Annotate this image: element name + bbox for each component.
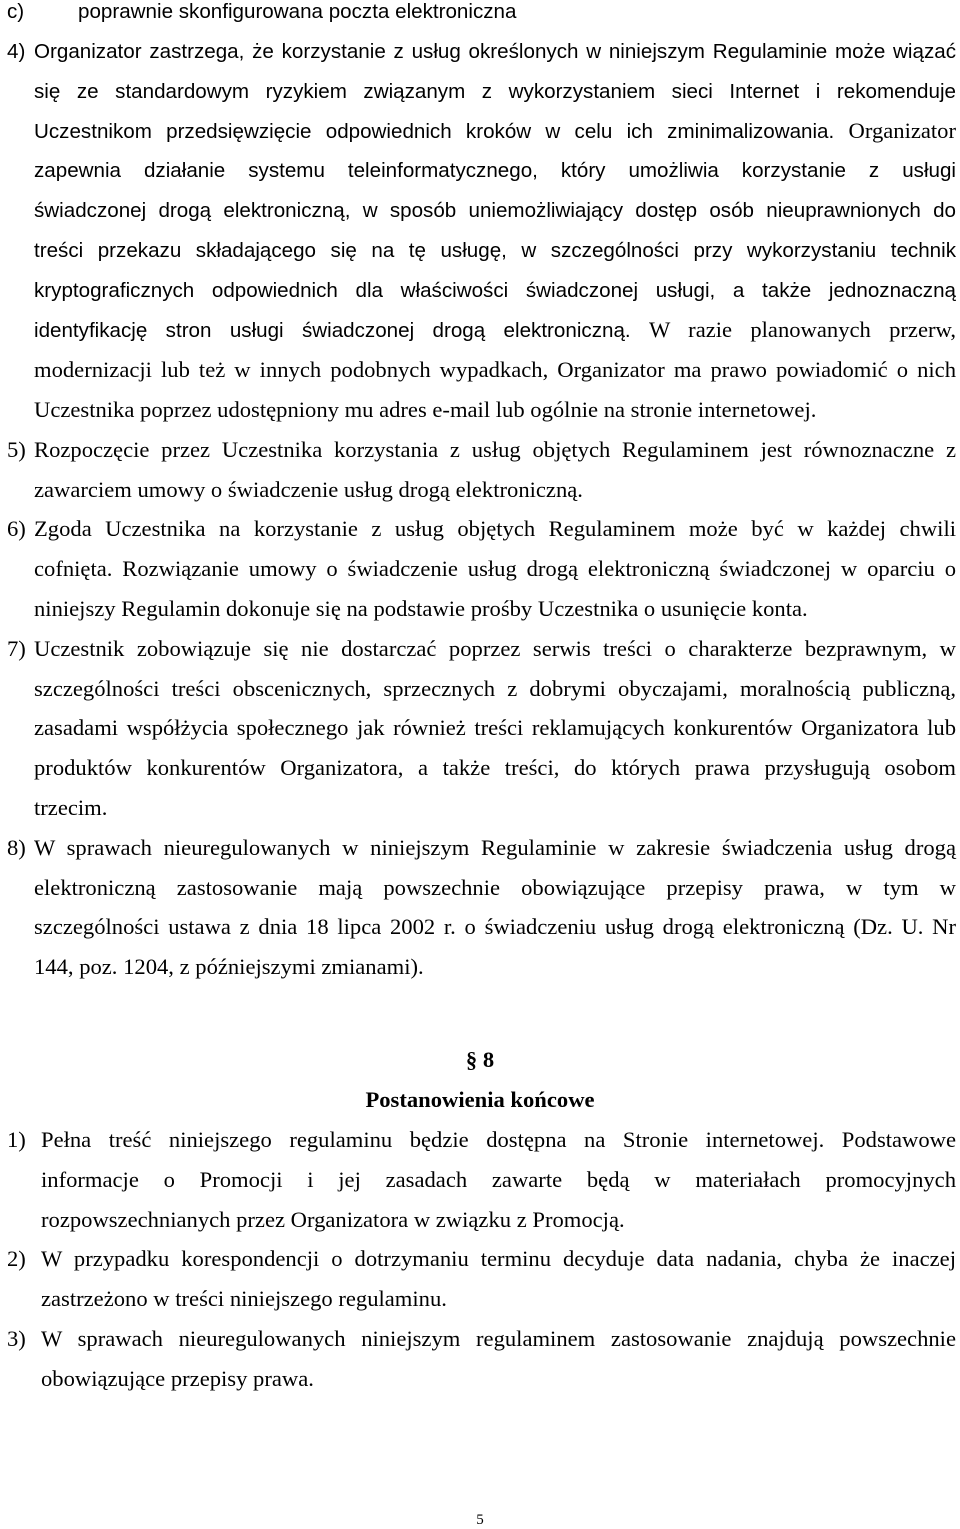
text-line: zastrzeżono w treści niniejszego regulaminu.	[41, 1286, 447, 1312]
list-item-c	[0, 0, 960, 32]
section-heading	[0, 1040, 960, 1120]
text-line: Organizator zastrzega, że korzystanie z usług określonych w niniejszym Regulaminie może wiązać	[34, 39, 956, 63]
text-line: treści przekazu składającego się na tę usługę, w szczególności przy wykorzystaniu technik	[34, 238, 956, 262]
item-text	[41, 1239, 956, 1319]
list-item-7	[0, 629, 960, 828]
list-item-2	[0, 1239, 960, 1319]
text-line: cofnięta. Rozwiązanie umowy o świadczenie usług drogą elektroniczną świadczonej w oparciu o	[34, 556, 956, 582]
text-line: produktów konkurentów Organizatora, a także treści, do których prawa przysługują osobom	[34, 755, 956, 781]
text-line: W sprawach nieuregulowanych w niniejszym Regulaminie w zakresie świadczenia usług drogą	[34, 834, 956, 860]
list-marker: 8)	[7, 834, 26, 860]
item-text	[34, 828, 956, 987]
text-line: kryptograficznych odpowiednich dla właściwości świadczonej usługi, a także jednoznaczną	[34, 278, 956, 302]
item-text	[34, 509, 956, 628]
list-marker: 3)	[7, 1325, 26, 1351]
text-line: trzecim.	[34, 795, 108, 821]
list-item-6	[0, 509, 960, 628]
list-marker: c)	[7, 0, 25, 23]
text-line	[34, 111, 956, 151]
text-line: Pełna treść niniejszego regulaminu będzie dostępna na Stronie internetowej. Podstawowe	[41, 1127, 956, 1152]
text-line: elektroniczną zastosowanie mają powszechnie obowiązujące przepisy prawa, w tym w	[34, 874, 956, 900]
text-line: W przypadku korespondencji o dotrzymaniu terminu decyduje data nadania, chyba że inaczej	[41, 1246, 956, 1272]
text-line: modernizacji lub też w innych podobnych wypadkach, Organizator ma prawo powiadomić o nich	[34, 357, 956, 383]
text-run: W razie planowanych przerw,	[648, 317, 956, 343]
text-line: rozpowszechnianych przez Organizatora w związku z Promocją.	[41, 1206, 625, 1232]
section-number: § 8	[465, 1047, 495, 1072]
text-line: 144, poz. 1204, z późniejszymi zmianami).	[34, 954, 424, 980]
list-item-1	[0, 1120, 960, 1239]
item-text	[34, 32, 956, 430]
list-marker: 5)	[7, 436, 26, 462]
list-marker: 4)	[7, 39, 26, 63]
list-marker: 7)	[7, 635, 26, 661]
text-line: szczególności treści obscenicznych, sprzecznych z dobrymi obyczajami, moralnością publiczną,	[34, 675, 956, 701]
text-line: Uczestnika poprzez udostępniony mu adres e-mail lub ogólnie na stronie internetowej.	[34, 397, 817, 423]
text-line: świadczonej drogą elektroniczną, w sposób uniemożliwiający dostęp osób nieuprawnionych do	[34, 199, 956, 223]
list-item-4	[0, 32, 960, 430]
text-run: Uczestnikom przedsięwzięcie odpowiednich kroków w celu ich zminimalizowania.	[34, 120, 835, 144]
item-text	[34, 430, 956, 510]
final-provisions-list	[0, 1120, 960, 1399]
text-line: informacje o Promocji i jej zasadach zawarte będą w materiałach promocyjnych	[41, 1166, 956, 1192]
list-item-8	[0, 828, 960, 987]
list-marker: 2)	[7, 1246, 26, 1272]
item-text	[34, 629, 956, 828]
text-line: Uczestnik zobowiązuje się nie dostarczać poprzez serwis treści o charakterze bezprawnym, w	[34, 635, 956, 661]
text-line: zapewnia działanie systemu teleinformatycznego, który umożliwia korzystanie z usługi	[34, 159, 956, 183]
text-line: szczególności ustawa z dnia 18 lipca 2002 r. o świadczeniu usług drogą elektroniczną (Dz. U. Nr	[34, 914, 956, 940]
text-line: zawarciem umowy o świadczenie usług drogą elektroniczną.	[34, 476, 583, 502]
text-line: zasadami współżycia społecznego jak również treści reklamujących konkurentów Organizatora lub	[34, 715, 956, 741]
text-run: identyfikację stron usługi świadczonej drogą elektroniczną.	[34, 319, 631, 343]
text-run: Organizator	[848, 118, 957, 144]
list-item-3	[0, 1319, 960, 1399]
section-title: Postanowienia końcowe	[365, 1086, 595, 1112]
page-number: 5	[476, 1512, 484, 1528]
item-text	[78, 0, 956, 32]
text-line: się ze standardowym ryzykiem związanym z wykorzystaniem sieci Internet i rekomenduje	[34, 79, 956, 103]
text-line: poprawnie skonfigurowana poczta elektroniczna	[78, 0, 517, 23]
text-line: Rozpoczęcie przez Uczestnika korzystania z usług objętych Regulaminem jest równoznaczne z	[34, 436, 956, 462]
list-item-5	[0, 430, 960, 510]
text-line: W sprawach nieuregulowanych niniejszym regulaminem zastosowanie znajdują powszechnie	[41, 1325, 956, 1351]
list-marker: 1)	[7, 1127, 26, 1152]
text-line: Zgoda Uczestnika na korzystanie z usług objętych Regulaminem może być w każdej chwili	[34, 516, 956, 542]
text-line: niniejszy Regulamin dokonuje się na podstawie prośby Uczestnika o usunięcie konta.	[34, 596, 808, 622]
item-text	[41, 1120, 956, 1239]
item-text	[41, 1319, 956, 1399]
text-line: obowiązujące przepisy prawa.	[41, 1365, 314, 1391]
list-marker: 6)	[7, 516, 26, 542]
text-line	[34, 310, 956, 350]
